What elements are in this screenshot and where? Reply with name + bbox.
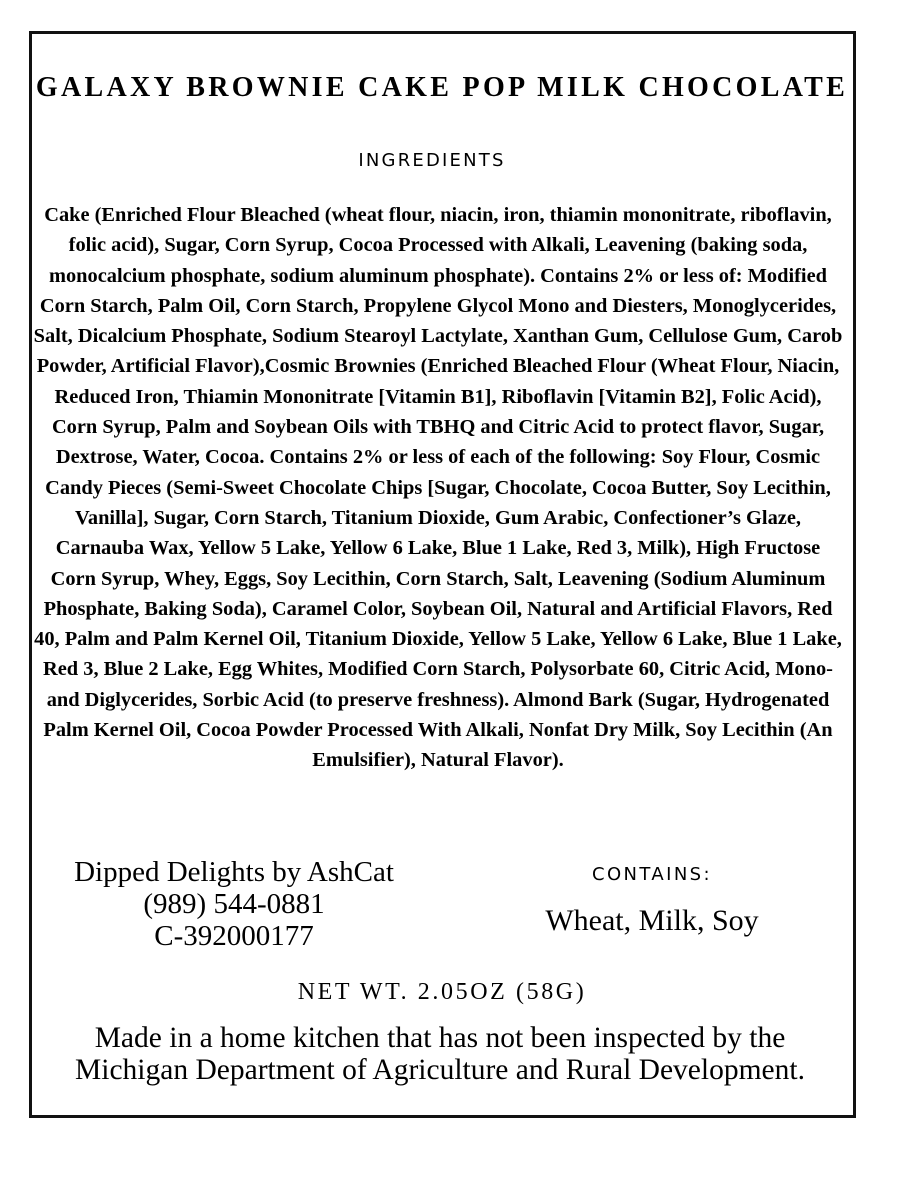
contains-heading: CONTAINS:: [592, 864, 712, 885]
ingredients-heading: INGREDIENTS: [358, 150, 506, 171]
disclaimer-line-1: Made in a home kitchen that has not been inspected by the: [94, 1022, 786, 1054]
business-phone: (989) 544-0881: [143, 888, 325, 920]
net-weight: NET WT. 2.05OZ (58G): [297, 979, 587, 1005]
business-name: Dipped Delights by AshCat: [74, 856, 394, 888]
business-info: [34, 856, 434, 952]
allergen-list: Wheat, Milk, Soy: [545, 904, 759, 937]
product-title: GALAXY BROWNIE CAKE POP MILK CHOCOLATE: [35, 72, 849, 103]
business-license: C-392000177: [154, 920, 314, 952]
home-kitchen-disclaimer: [40, 1022, 840, 1086]
disclaimer-line-2: Michigan Department of Agriculture and Rural Development.: [75, 1054, 805, 1086]
ingredients-list: Cake (Enriched Flour Bleached (wheat flour, niacin, iron, thiamin mononitrate, riboflavin, folic acid), Sugar, Corn Syrup, Cocoa Processed with Alkali, Leavening (baking soda, monocalcium phosphate, sodium aluminum phosphate). Contains 2% or less of: Modified Corn Starch, Palm Oil, Corn Starch, Propylene Glycol Mono and Diesters, Monoglycerides, Salt, Dicalcium Phosphate, Sodium Stearoyl Lactylate, Xanthan Gum, Cellulose Gum, Carob Powder, Artificial Flavor),Cosmic Brownies (Enriched Bleached Flour (Wheat Flour, Niacin, Reduced Iron, Thiamin Mononitrate [Vitamin B1], Riboflavin [Vitamin B2], Folic Acid), Corn Syrup, Palm and Soybean Oils with TBHQ and Citric Acid to protect flavor, Sugar, Dextrose, Water, Cocoa. Contains 2% or less of each of the following: Soy Flour, Cosmic Candy Pieces (Semi-Sweet Chocolate Chips [Sugar, Chocolate, Cocoa Butter, Soy Lecithin, Vanilla], Sugar, Corn Starch, Titanium Dioxide, Gum Arabic, Confectioner’s Glaze, Carnauba Wax, Yellow 5 Lake, Yellow 6 Lake, Blue 1 Lake, Red 3, Milk), High Fructose Corn Syrup, Whey, Eggs, Soy Lecithin, Corn Starch, Salt, Leavening (Sodium Aluminum Phosphate, Baking Soda), Caramel Color, Soybean Oil, Natural and Artificial Flavors, Red 40, Palm and Palm Kernel Oil, Titanium Dioxide, Yellow 5 Lake, Yellow 6 Lake, Blue 1 Lake, Red 3, Blue 2 Lake, Egg Whites, Modified Corn Starch, Polysorbate 60, Citric Acid, Mono- and Diglycerides, Sorbic Acid (to preserve freshness). Almond Bark (Sugar, Hydrogenated Palm Kernel Oil, Cocoa Powder Processed With Alkali, Nonfat Dry Milk, Soy Lecithin (An Emulsifier), Natural Flavor).: [33, 204, 843, 772]
